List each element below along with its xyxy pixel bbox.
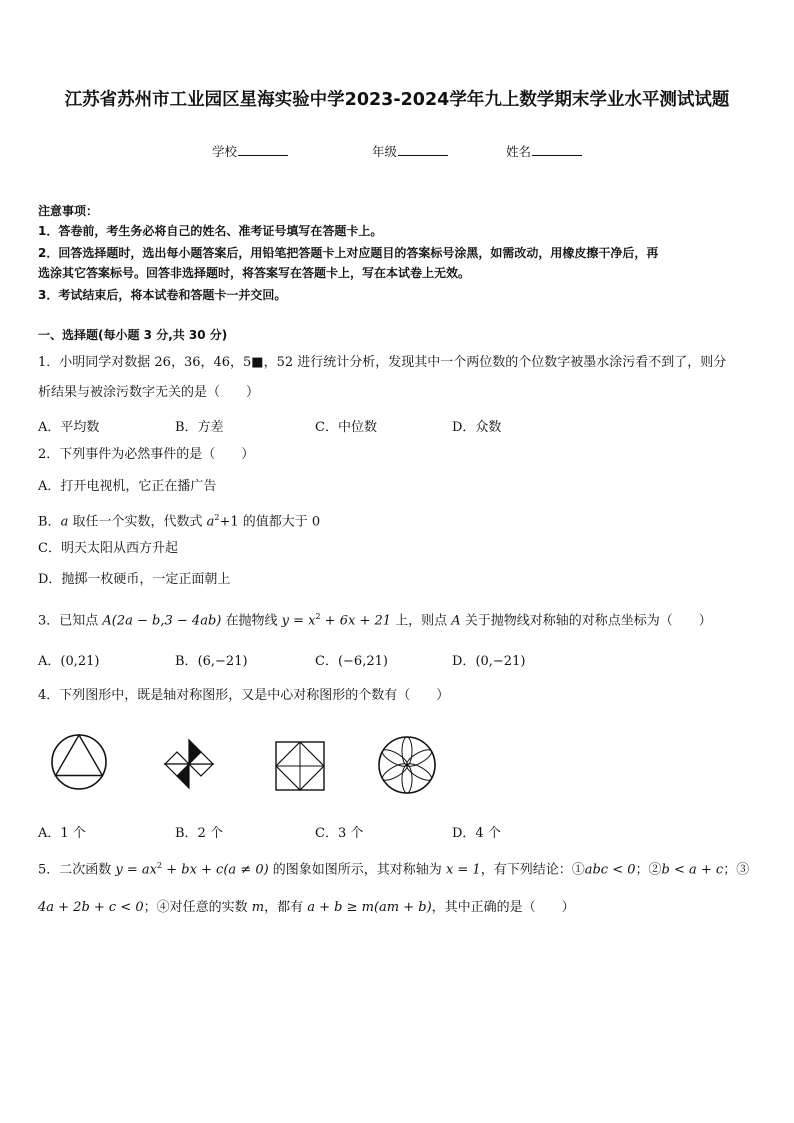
q2-option-b[interactable]: B．a 取任一个实数，代数式 $a^2+1$ 的值都大于 0 [38, 513, 321, 530]
petal-2 [402, 765, 412, 793]
q2-stem: 2．下列事件为必然事件的是（ ） [38, 447, 255, 462]
q3-option-b[interactable]: B．(6,−21) [175, 654, 248, 669]
q4-option-d[interactable]: D．4 个 [452, 826, 501, 841]
figure-square-diamond [274, 740, 326, 792]
name-blank[interactable] [532, 143, 582, 156]
figure-circle-triangle [50, 733, 108, 791]
q4-option-a[interactable]: A．1 个 [38, 826, 86, 841]
school-blank[interactable] [238, 143, 288, 156]
q5-stem-line1: 5．二次函数 $y = ax^2$ + bx + c(a ≠ 0) 的图象如图所示，其对称轴为 x = 1，有下列结论：①abc < 0；②b < a + c；③ [38, 861, 750, 878]
q1-option-c[interactable]: C．中位数 [315, 420, 377, 435]
q1-option-d[interactable]: D．众数 [452, 420, 502, 435]
q1-stem-line2: 析结果与被涂污数字无关的是（ ） [38, 385, 260, 400]
notice-item-2-cont: 选涂其它答案标号。回答非选择题时，将答案写在答题卡上，写在本试卷上无效。 [38, 266, 471, 280]
q3-option-d[interactable]: D．(0,−21) [452, 654, 526, 669]
q3-stem: 3．已知点 A(2a − b,3 − 4ab) 在抛物线 $y = x^2 + 6x + 21$ 上，则点 A 关于抛物线对称轴的对称点坐标为（ ） [38, 612, 712, 629]
q4-option-b[interactable]: B．2 个 [175, 826, 223, 841]
q3-option-c[interactable]: C．(−6,21) [315, 654, 388, 669]
school-field: 学校 [212, 142, 288, 160]
q5-stem-line2: 4a + 2b + c < 0；④对任意的实数 m，都有 a + b ≥ m(am + b)，其中正确的是（ ） [38, 900, 575, 915]
figure-circle [52, 735, 106, 789]
figure-pinwheel [158, 734, 220, 794]
q4-option-c[interactable]: C．3 个 [315, 826, 364, 841]
student-info-fields [0, 142, 794, 162]
name-field: 姓名 [506, 142, 582, 160]
notice-item-2: 2．回答选择题时，选出每小题答案后，用铅笔把答题卡上对应题目的答案标号涂黑，如需改动，用橡皮擦干净后，再 [38, 246, 659, 260]
q2-option-c[interactable]: C．明天太阳从西方升起 [38, 541, 178, 556]
grade-field: 年级 [372, 142, 448, 160]
pinwheel-blade-4 [165, 752, 189, 764]
figure-circle-petals [377, 735, 437, 795]
q1-option-a[interactable]: A．平均数 [38, 420, 100, 435]
notice-heading: 注意事项： [38, 204, 99, 218]
q1-option-b[interactable]: B．方差 [175, 420, 224, 435]
q1-stem-line1: 1．小明同学对数据 26，36，46，5■，52 进行统计分析，发现其中一个两位数的个位数字被墨水涂污看不到了，则分 [38, 355, 727, 370]
petal-1 [402, 737, 412, 765]
notice-item-3: 3．考试结束后，将本试卷和答题卡一并交回。 [38, 288, 287, 302]
q2-option-d[interactable]: D．抛掷一枚硬币，一定正面朝上 [38, 572, 231, 587]
section-heading: 一、选择题(每小题 3 分,共 30 分) [38, 328, 228, 342]
notice-item-1: 1．答卷前，考生务必将自己的姓名、准考证号填写在答题卡上。 [38, 224, 383, 238]
pinwheel-blade-2 [189, 764, 213, 776]
q4-stem: 4．下列图形中，既是轴对称图形，又是中心对称图形的个数有（ ） [38, 688, 450, 703]
grade-blank[interactable] [398, 143, 448, 156]
q3-option-a[interactable]: A．(0,21) [38, 654, 100, 669]
exam-title: 江苏省苏州市工业园区星海实验中学2023-2024学年九上数学期末学业水平测试试题 [64, 90, 730, 110]
q2-option-a[interactable]: A．打开电视机，它正在播广告 [38, 479, 217, 494]
